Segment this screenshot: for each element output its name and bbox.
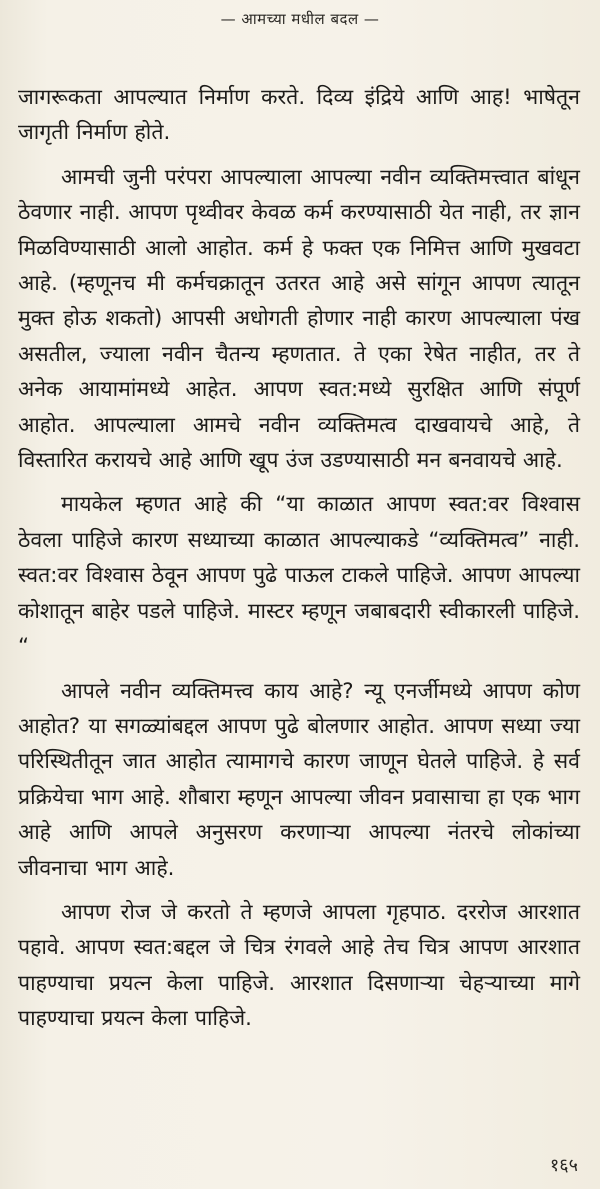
paragraph-3: मायकेल म्हणत आहे की “या काळात आपण स्वत:वर विश्वास ठेवला पाहिजे कारण सध्याच्या काळात आपल्याकडे “व्यक्तिमत्व” नाही. स्वत:वर विश्वास ठेवून आपण पुढे पाऊल टाकले पाहिजे. आपण आपल्या कोशातून बाहेर पडले पाहिजे. मास्टर म्हणून जबाबदारी स्वीकारली पाहिजे. “ <box>18 492 580 660</box>
running-header: — आमच्या मधील बदल — <box>220 10 380 28</box>
paragraph-1: जागरूकता आपल्यात निर्माण करते. दिव्य इंद्रिये आणि आह! भाषेतून जागृती निर्माण होते. <box>18 85 580 146</box>
body-text <box>18 80 580 1046</box>
paragraph-2: आमची जुनी परंपरा आपल्याला आपल्या नवीन व्यक्तिमत्त्वात बांधून ठेवणार नाही. आपण पृथ्वीवर केवळ कर्म करण्यासाठी येत नाही, तर ज्ञान मिळविण्यासाठी आलो आहोत. कर्म हे फक्त एक निमित्त आणि मुखवटा आहे. (म्हणूनच मी कर्मचक्रातून उतरत आहे असे सांगून आपण त्यातून मुक्त होऊ शकतो) आपसी अधोगती होणार नाही कारण आपल्याला पंख असतील, ज्याला नवीन चैतन्य म्हणतात. ते एका रेषेत नाहीत, तर ते अनेक आयामांमध्ये आहेत. आपण स्वत:मध्ये सुरक्षित आणि संपूर्ण आहोत. आपल्याला आमचे नवीन व्यक्तिमत्व दाखवायचे आहे, ते विस्तारित करायचे आहे आणि खूप उंज उडण्यासाठी मन बनवायचे आहे. <box>18 164 580 474</box>
paragraph-4: आपले नवीन व्यक्तिमत्त्व काय आहे? न्यू एनर्जीमध्ये आपण कोण आहोत? या सगळ्यांबद्दल आपण पुढे बोलणार आहोत. आपण सध्या ज्या परिस्थितीतून जात आहोत त्यामागचे कारण जाणून घेतले पाहिजे. हे सर्व प्रक्रियेचा भाग आहे. शौबारा म्हणून आपल्या जीवन प्रवासाचा हा एक भाग आहे आणि आपले अनुसरण करणाऱ्या आपल्या नंतरचे लोकांच्या जीवनाचा भाग आहे. <box>18 678 580 881</box>
paragraph-5: आपण रोज जे करतो ते म्हणजे आपला गृहपाठ. दररोज आरशात पहावे. आपण स्वत:बद्दल जे चित्र रंगवले आहे तेच चित्र आपण आरशात पाहण्याचा प्रयत्न केला पाहिजे. आरशात दिसणाऱ्या चेहऱ्याच्या मागे पाहण्याचा प्रयत्न केला पाहिजे. <box>18 899 580 1032</box>
page-number: १६५ <box>549 1155 578 1176</box>
